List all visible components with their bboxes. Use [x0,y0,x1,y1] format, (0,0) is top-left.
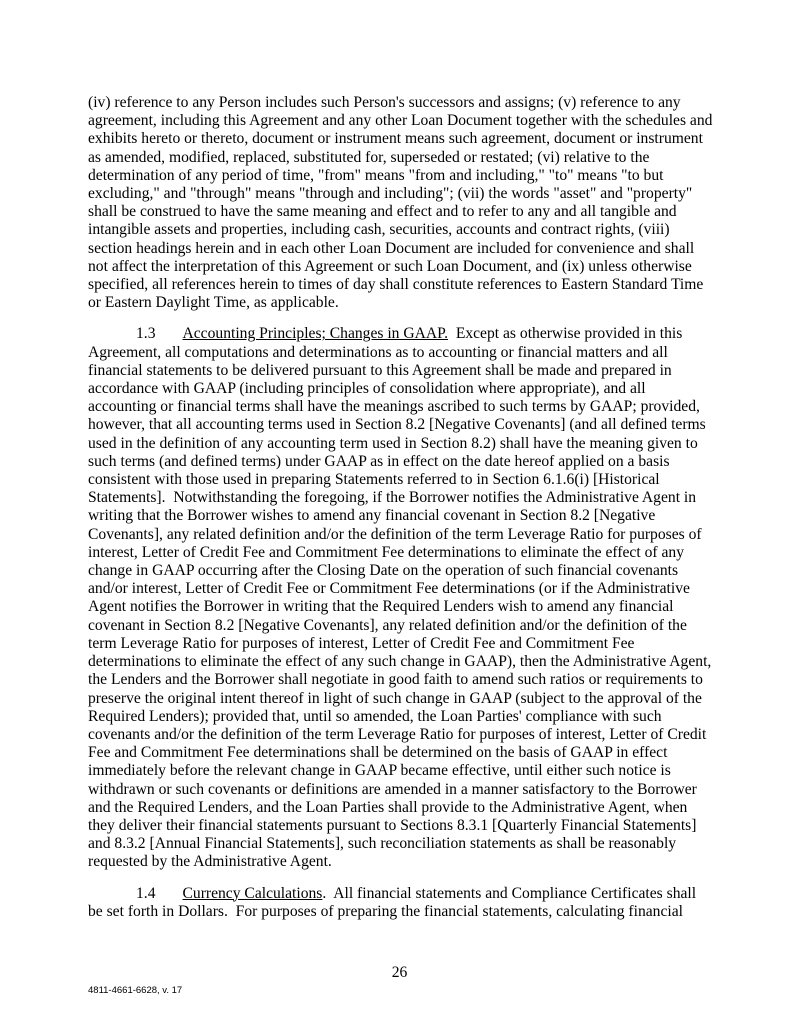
section-1-4-heading: Currency Calculations [182,884,323,902]
section-1-3-heading: Accounting Principles; Changes in GAAP. [182,325,449,343]
section-1-3-number: 1.3 [136,325,156,343]
paragraph-interpretation-continuation: (iv) reference to any Person includes such Person's successors and assigns; (v) reference to any agreement, including this Agreement and any other Loan Document together with the schedules and exhibits hereto or thereto, document or instrument means such agreement, document or instrument as amended, modified, replaced, substituted for, superseded or restated; (vi) relative to the determination of any period of time, "from" means "from and including," "to" means "to but excluding," and "through" means "through and including"; (vii) the words "asset" and "property" shall be construed to have the same meaning and effect and to refer to any and all tangible and intangible assets and properties, including cash, securities, accounts and contract rights, (viii) section headings herein and in each other Loan Document are included for convenience and shall not affect the interpretation of this Agreement or such Loan Document, and (ix) unless otherwise specified, all references herein to times of day shall constitute references to Eastern Standard Time or Eastern Daylight Time, as applicable. [88,94,717,312]
section-1-4-text: All financial statements and Compliance Certificates shall be set forth in Dollars. For purposes of preparing the financial statements, calculating financial [88,884,700,920]
document-body [88,94,717,921]
section-1-4-number: 1.4 [136,884,156,902]
section-1-3-text: Except as otherwise provided in this Agreement, all computations and determinations as to accounting or financial matters and all financial statements to be delivered pursuant to this Agreement shall be made and prepared in accordance with GAAP (including principles of consolidation where appropriate), and all accounting or financial terms shall have the meanings ascribed to such terms by GAAP; provided, however, that all accounting terms used in Section 8.2 [Negative Covenants] (and all defined terms used in the definition of any accounting term used in Section 8.2) shall have the meaning given to such terms (and defined terms) under GAAP as in effect on the date hereof applied on a basis consistent with those used in preparing Statements referred to in Section 6.1.6(i) [Historical Statements]. Notwithstanding the foregoing, if the Borrower notifies the Administrative Agent in writing that the Borrower wishes to amend any financial covenant in Section 8.2 [Negative Covenants], any related definition and/or the definition of the term Leverage Ratio for purposes of interest, Letter of Credit Fee and Commitment Fee determinations to eliminate the effect of any change in GAAP occurring after the Closing Date on the operation of such financial covenants and/or interest, Letter of Credit Fee or Commitment Fee determinations (or if the Administrative Agent notifies the Borrower in writing that the Required Lenders wish to amend any financial covenant in Section 8.2 [Negative Covenants], any related definition and/or the definition of the term Leverage Ratio for purposes of interest, Letter of Credit Fee and Commitment Fee determinations to eliminate the effect of any such change in GAAP), then the Administrative Agent, the Lenders and the Borrower shall negotiate in good faith to amend such ratios or requirements to preserve the original intent thereof in light of such change in GAAP (subject to the approval of the Required Lenders); provided that, until so amended, the Loan Parties' compliance with such covenants and/or the definition of the term Leverage Ratio for purposes of interest, Letter of Credit Fee and Commitment Fee determinations shall be determined on the basis of GAAP in effect immediately before the relevant change in GAAP became effective, until either such notice is withdrawn or such covenants or definitions are amended in a manner satisfactory to the Borrower and the Required Lenders, and the Loan Parties shall provide to the Administrative Agent, when they deliver their financial statements pursuant to Sections 8.3.1 [Quarterly Financial Statements] and 8.3.2 [Annual Financial Statements], such reconciliation statements as shall be reasonably requested by the Administrative Agent. [88,325,716,871]
document-control-number: 4811-4661-6628, v. 17 [88,985,183,996]
section-1-3-paragraph [88,325,714,871]
section-1-4-paragraph [88,885,714,921]
section-1-4-heading-separator: . [322,884,334,902]
section-1-3-heading-separator [448,325,456,342]
page-number: 26 [391,964,408,981]
